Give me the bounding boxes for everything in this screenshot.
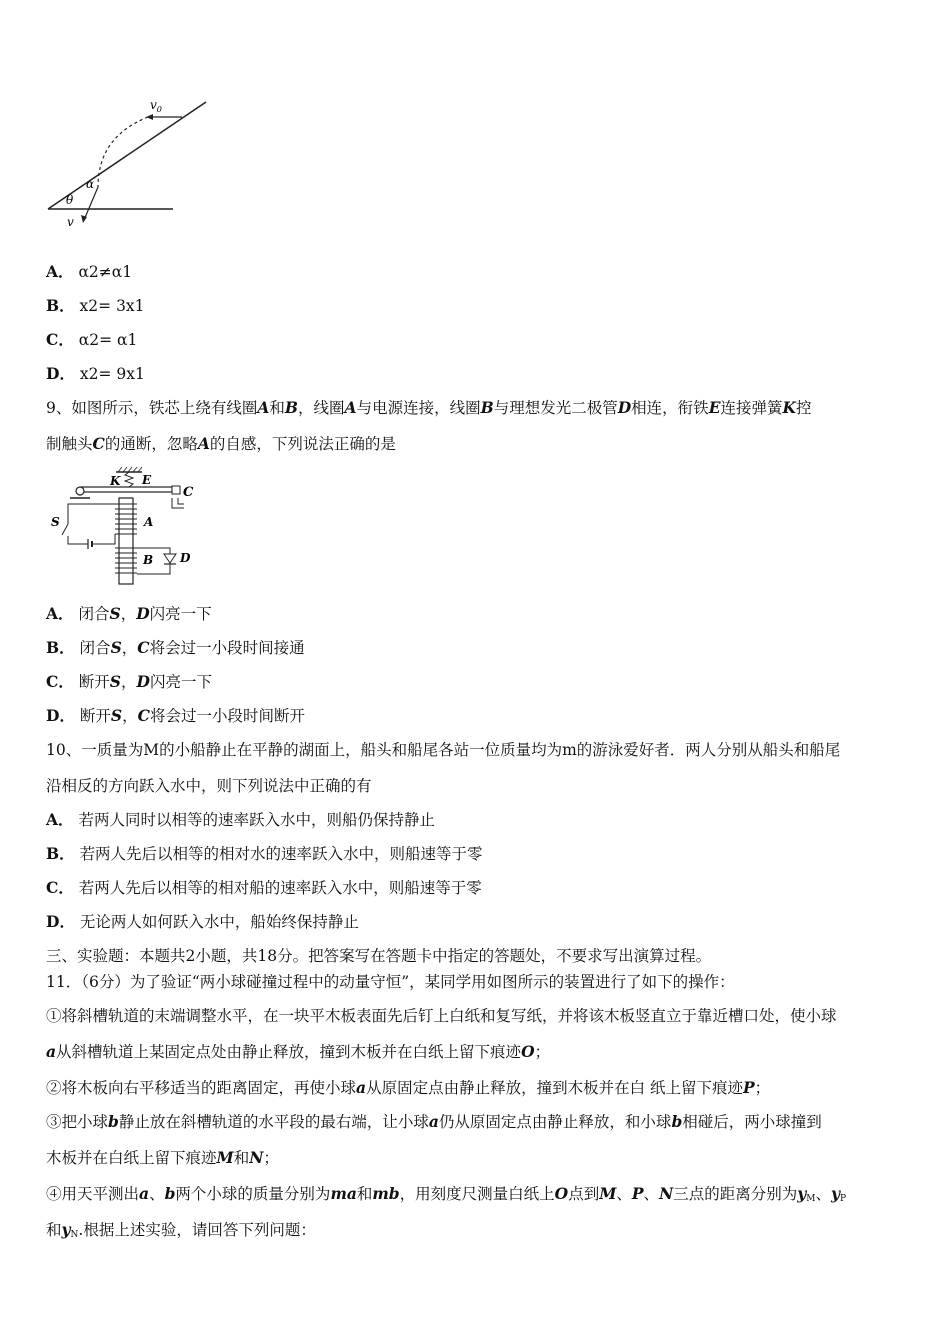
label-b: B: [143, 553, 154, 567]
label-e: E: [142, 473, 152, 487]
q8-option-a: A． α2≠α1: [46, 262, 133, 281]
q9-option-c: C． 断开S，D闪亮一下: [46, 672, 212, 691]
label-k: K: [110, 474, 121, 488]
circuit-b-wire: [137, 548, 170, 574]
q9-option-a: A． 闭合S，D闪亮一下: [46, 604, 212, 623]
q11-step3-line1: ③把小球b静止放在斜槽轨道的水平段的最右端，让小球a仍从原固定点由静止释放，和小球b相碰后，两小球撞到: [46, 1112, 822, 1131]
q9-option-d: D． 断开S，C将会过一小段时间断开: [46, 706, 305, 725]
projectile-incline-figure: [40, 92, 215, 232]
q11-step1-line2: a从斜槽轨道上某固定点处由静止释放，撞到木板并在白纸上留下痕迹O；: [46, 1042, 551, 1061]
q11-step4-line2: 和$y_N$.根据上述实验，请回答下列问题：: [46, 1220, 316, 1240]
section3-heading: 三、实验题：本题共2小题，共18分。把答案写在答题卡中指定的答题处，不要求写出演算过程。: [46, 947, 712, 965]
q11-stem: 11．（6分）为了验证“两小球碰撞过程中的动量守恒”，某同学用如图所示的装置进行了如下的操作：: [46, 973, 735, 991]
q9-stem-line2: 制触头C的通断，忽略A的自感，下列说法正确的是: [46, 434, 396, 453]
relay-circuit-figure: [46, 464, 206, 588]
q10-option-c: C． 若两人先后以相等的相对船的速率跃入水中，则船速等于零: [46, 878, 482, 897]
circuit-a-wire: [68, 504, 115, 524]
label-s: S: [51, 515, 60, 529]
q11-step1-line1: ①将斜槽轨道的末端调整水平，在一块平木板表面先后钉上白纸和复写纸，并将该木板竖直立于靠近槽口处，使小球: [46, 1007, 837, 1025]
v-label: v: [67, 215, 74, 229]
q8-option-c: C． α2= α1: [46, 330, 138, 349]
velocity-arrow: [84, 187, 98, 220]
q11-step2: ②将木板向右平移适当的距离固定，再使小球a从原固定点由静止释放，撞到木板并在白 纸上留下痕迹P；: [46, 1078, 771, 1097]
contact-c: [172, 486, 180, 494]
q10-stem-line2: 沿相反的方向跃入水中，则下列说法中正确的有: [46, 777, 372, 795]
q8-option-d: D． x2= 9x1: [46, 364, 145, 383]
theta-label: θ: [66, 193, 74, 207]
pivot: [76, 487, 84, 495]
label-d: D: [180, 551, 191, 565]
alpha-label: α: [86, 177, 95, 191]
diode-d: [164, 554, 176, 563]
q11-step4-line1: ④用天平测出a、b两个小球的质量分别为ma和mb，用刻度尺测量白纸上O点到M、P、N三点的距离分别为$y_M$、$y_P$: [46, 1184, 847, 1204]
spring-k: [125, 472, 133, 487]
q10-stem-line1: 10、一质量为M的小船静止在平静的湖面上，船头和船尾各站一位质量均为m的游泳爱好者．两人分别从船头和船尾: [46, 741, 841, 759]
q10-option-a: A． 若两人同时以相等的速率跃入水中，则船仍保持静止: [46, 810, 435, 829]
q10-option-b: B． 若两人先后以相等的相对水的速率跃入水中，则船速等于零: [46, 844, 483, 863]
switch-s: [62, 524, 68, 535]
q9-stem-line1: 9、如图所示，铁芯上绕有线圈A和B，线圈A与电源连接，线圈B与理想发光二极管D相连，衔铁E连接弹簧K控: [46, 398, 812, 417]
label-a: A: [144, 515, 154, 529]
q10-option-d: D． 无论两人如何跃入水中，船始终保持静止: [46, 912, 359, 931]
coil-a-windings: [115, 504, 137, 534]
trajectory-curve: [98, 117, 148, 187]
q11-step3-line2: 木板并在白纸上留下痕迹M和N；: [46, 1148, 279, 1167]
v0-label: $v_0$: [150, 98, 162, 114]
q8-option-b: B． x2= 3x1: [46, 296, 145, 315]
iron-core: [119, 498, 133, 584]
armature-e: [80, 487, 172, 492]
label-c: C: [183, 485, 194, 500]
q9-option-b: B． 闭合S，C将会过一小段时间接通: [46, 638, 305, 657]
